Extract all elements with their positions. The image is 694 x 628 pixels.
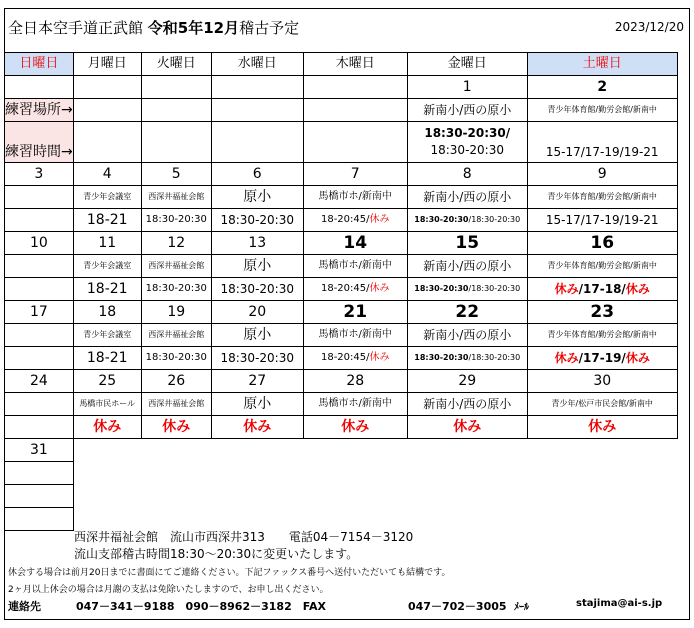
place-cell: 馬橋市ホ/新南中 [303, 393, 407, 416]
date-cell: 19 [141, 301, 211, 324]
place-cell: 新南小/西の原小 [407, 255, 527, 278]
place-cell: 新南小/西の原小 [407, 393, 527, 416]
date-cell: 24 [5, 370, 74, 393]
rest-cell: 休み [303, 416, 407, 439]
place-cell: 青少年体育館/勤労会館/新南中 [527, 324, 677, 347]
date-row [5, 370, 678, 393]
rest-cell: 休み [141, 416, 211, 439]
place-cell: 青少年体育館/勤労会館/新南中 [527, 255, 677, 278]
rest-cell: 休み [407, 416, 527, 439]
weekday-header: 水曜日 [211, 53, 303, 76]
date-cell: 20 [211, 301, 303, 324]
date-cell: 9 [527, 163, 677, 186]
time-cell: 18:30-20:30/ 18:30-20:30 [407, 122, 527, 163]
place-cell: 新南小/西の原小 [407, 186, 527, 209]
date-cell: 25 [73, 370, 141, 393]
time-cell: 15-17/17-19/19-21 [527, 209, 677, 232]
date-cell: 7 [303, 163, 407, 186]
page-title [8, 17, 299, 38]
date-cell: 22 [407, 301, 527, 324]
time-cell: 18-20:45/休み [303, 278, 407, 301]
time-row [5, 347, 678, 370]
date-cell: 31 [5, 439, 74, 462]
place-cell: 青少年体育館/勤労会館/新南中 [527, 186, 677, 209]
place-cell: 新南小/西の原小 [407, 99, 527, 122]
date-cell: 18 [73, 301, 141, 324]
footer-line3: 休会する場合は前月20日までに書面にてご連絡ください。下記ファックス番号へ送付いただいても結構です。 [8, 568, 451, 578]
place-cell: 西深井福祉会館 [141, 393, 211, 416]
weekday-header: 金曜日 [407, 53, 527, 76]
date-cell: 2 [527, 76, 677, 99]
place-cell: 青少年会議室 [73, 186, 141, 209]
date-cell: 28 [303, 370, 407, 393]
title-org: 全日本空手道正武館 [8, 19, 144, 37]
date-row [5, 439, 678, 462]
place-cell: 青少年会議室 [73, 255, 141, 278]
time-cell: 15-17/17-19/19-21 [527, 122, 677, 163]
date-row [5, 232, 678, 255]
date-row [5, 76, 678, 99]
time-cell: 休み/17-19/休み [527, 347, 677, 370]
time-row [5, 209, 678, 232]
footer-line1: 西深井福祉会館 流山市西深井313 電話04－7154－3120 [74, 530, 414, 544]
time-cell: 18:30-20:30/18:30-20:30 [407, 278, 527, 301]
date-cell: 27 [211, 370, 303, 393]
calendar-table [4, 52, 678, 531]
time-cell: 18-20:45/休み [303, 347, 407, 370]
date-cell: 16 [527, 232, 677, 255]
date-cell: 23 [527, 301, 677, 324]
time-cell: 18-21 [73, 209, 141, 232]
date-cell: 8 [407, 163, 527, 186]
footer-line2: 流山支部稽古時間18:30～20:30に変更いたします。 [74, 547, 359, 561]
place-row [5, 99, 678, 122]
place-cell: 原小 [211, 255, 303, 278]
date-cell: 1 [407, 76, 527, 99]
place-cell: 馬橋市ホ/新南中 [303, 186, 407, 209]
weekday-header-row [5, 53, 678, 76]
title-suffix: 稽古予定 [239, 19, 300, 37]
time-cell [5, 209, 74, 232]
time-cell: 18:30-20:30 [211, 347, 303, 370]
time-cell: 休み/17-18/休み [527, 278, 677, 301]
date-cell: 26 [141, 370, 211, 393]
date-cell: 4 [73, 163, 141, 186]
rest-cell: 休み [211, 416, 303, 439]
date-cell: 14 [303, 232, 407, 255]
time-cell: 18-20:45/休み [303, 209, 407, 232]
time-row [5, 416, 678, 439]
time-cell: 18:30-20:30 [141, 347, 211, 370]
date-cell: 5 [141, 163, 211, 186]
time-cell: 18:30-20:30 [211, 209, 303, 232]
place-cell [5, 186, 74, 209]
place-cell: 原小 [211, 393, 303, 416]
place-cell: 原小 [211, 186, 303, 209]
place-cell: 馬橋市ホ/新南中 [303, 255, 407, 278]
date-cell: 21 [303, 301, 407, 324]
place-cell: 馬橋市民ホール [73, 393, 141, 416]
weekday-header: 土曜日 [527, 53, 677, 76]
place-cell: 原小 [211, 324, 303, 347]
time-cell: 18:30-20:30 [141, 278, 211, 301]
contact-mail: stajima@ai-s.jp [576, 598, 663, 609]
date-cell: 3 [5, 163, 74, 186]
rest-cell: 休み [527, 416, 677, 439]
place-cell: 青少年会議室 [73, 324, 141, 347]
time-row [5, 122, 678, 163]
time-cell: 18:30-20:30 [211, 278, 303, 301]
date-cell: 17 [5, 301, 74, 324]
issue-date: 2023/12/20 [614, 20, 684, 34]
place-cell: 馬橋市ホ/新南中 [303, 324, 407, 347]
date-cell: 6 [211, 163, 303, 186]
blank-row [5, 485, 678, 508]
title-month: 令和5年12月 [147, 19, 240, 37]
contact-fax: 047－702－3005 [408, 600, 507, 613]
place-cell [5, 255, 74, 278]
place-cell [5, 324, 74, 347]
place-cell: 西深井福祉会館 [141, 324, 211, 347]
place-cell: 青少年体育館/勤労会館/新南中 [527, 99, 677, 122]
date-row [5, 163, 678, 186]
weekday-header: 日曜日 [5, 53, 74, 76]
place-label: 練習場所→ [5, 99, 74, 122]
date-row [5, 301, 678, 324]
place-row [5, 255, 678, 278]
contact-label: 連絡先 [8, 600, 41, 613]
place-cell: 新南小/西の原小 [407, 324, 527, 347]
date-cell: 15 [407, 232, 527, 255]
date-cell: 30 [527, 370, 677, 393]
place-cell: 青少年/松戸市民会館/新南中 [527, 393, 677, 416]
time-cell [5, 278, 74, 301]
contact-tel: 047－341－9188 090－8962－3182 FAX [76, 600, 326, 613]
date-cell: 11 [73, 232, 141, 255]
time-cell: 18:30-20:30 [141, 209, 211, 232]
time-cell: 18:30-20:30/18:30-20:30 [407, 347, 527, 370]
date-cell: 13 [211, 232, 303, 255]
place-row [5, 324, 678, 347]
place-row [5, 393, 678, 416]
time-cell: 18-21 [73, 347, 141, 370]
place-row [5, 186, 678, 209]
date-cell: 29 [407, 370, 527, 393]
place-cell: 西深井福祉会館 [141, 255, 211, 278]
weekday-header: 火曜日 [141, 53, 211, 76]
time-cell: 18:30-20:30/18:30-20:30 [407, 209, 527, 232]
time-cell: 18-21 [73, 278, 141, 301]
weekday-header: 月曜日 [73, 53, 141, 76]
time-row [5, 278, 678, 301]
rest-cell: 休み [73, 416, 141, 439]
contact-mail-label: ﾒｰﾙ [514, 602, 529, 613]
weekday-header: 木曜日 [303, 53, 407, 76]
place-cell [5, 393, 74, 416]
time-cell [5, 347, 74, 370]
date-cell: 10 [5, 232, 74, 255]
footer-line4: 2ヶ月以上休会の場合は月謝の支払は免除いたしますので、お申し出ください。 [8, 585, 329, 595]
place-cell: 西深井福祉会館 [141, 186, 211, 209]
date-cell: 12 [141, 232, 211, 255]
time-label: 練習時間→ [5, 122, 74, 163]
blank-row [5, 462, 678, 485]
